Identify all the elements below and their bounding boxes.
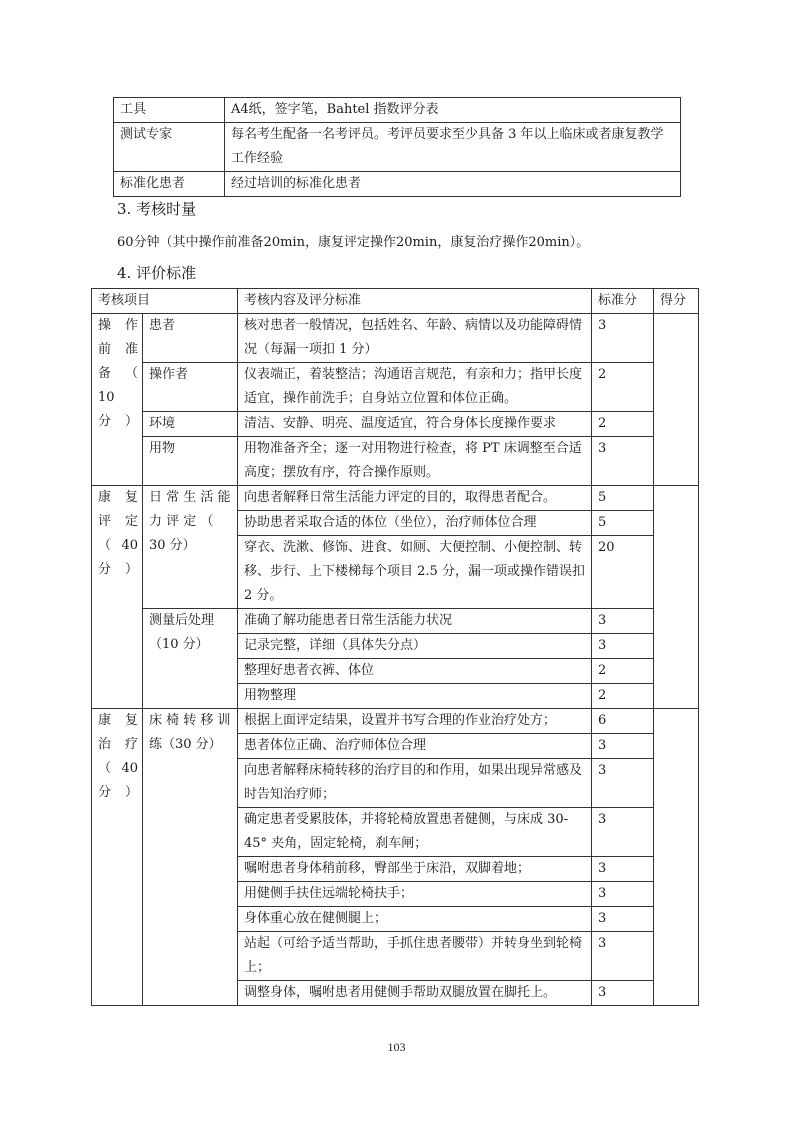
group-name: 用物 <box>143 437 238 486</box>
standard-points: 3 <box>592 907 654 932</box>
table-row <box>92 486 699 511</box>
table-row <box>114 98 681 123</box>
criteria-content: 核对患者一般情况，包括姓名、年龄、病情以及功能障碍情况（每漏一项扣 1 分） <box>238 314 592 363</box>
table-row <box>92 314 699 363</box>
standard-points: 3 <box>592 314 654 363</box>
table-row <box>114 123 681 172</box>
page-number: 103 <box>387 1040 406 1054</box>
standard-points: 3 <box>592 882 654 907</box>
header-score: 得分 <box>654 289 699 314</box>
standard-points: 3 <box>592 437 654 486</box>
header-content: 考核内容及评分标准 <box>238 289 592 314</box>
criteria-content: 确定患者受累肢体，并将轮椅放置患者健侧，与床成 30-45° 夹角，固定轮椅，刹车闸； <box>238 808 592 857</box>
standard-points: 3 <box>592 634 654 659</box>
table-row <box>92 609 699 634</box>
expert-value: 每名考生配备一名考评员。考评员要求至少具备 3 年以上临床或者康复教学工作经验 <box>225 123 681 172</box>
standard-points: 2 <box>592 412 654 437</box>
group-name: 测量后处理 （10 分） <box>143 609 238 709</box>
expert-label: 测试专家 <box>114 123 225 172</box>
standard-points: 3 <box>592 734 654 759</box>
criteria-content: 向患者解释床椅转移的治疗目的和作用，如果出现异常感及时告知治疗师； <box>238 759 592 808</box>
criteria-content: 站起（可给予适当帮助，手抓住患者腰带）并转身坐到轮椅上； <box>238 932 592 981</box>
section-name: 康 复 评定 （ 40 分） <box>92 486 143 709</box>
table-header-row <box>92 289 699 314</box>
table-row <box>114 172 681 197</box>
criteria-content: 调整身体，嘱咐患者用健侧手帮助双腿放置在脚托上。 <box>238 981 592 1006</box>
score-cell[interactable] <box>654 709 699 1006</box>
group-name: 操作者 <box>143 363 238 412</box>
group-name: 患者 <box>143 314 238 363</box>
criteria-content: 仪表端正，着装整洁；沟通语言规范，有亲和力；指甲长度适宜，操作前洗手；自身站立位置和体位正确。 <box>238 363 592 412</box>
tools-table <box>113 97 681 197</box>
standard-points: 3 <box>592 609 654 634</box>
section-name: 操 作 前 准 备 （ 10 分） <box>92 314 143 486</box>
score-cell[interactable] <box>654 486 699 709</box>
standard-points: 6 <box>592 709 654 734</box>
criteria-content: 清洁、安静、明亮、温度适宜，符合身体长度操作要求 <box>238 412 592 437</box>
group-name: 环境 <box>143 412 238 437</box>
standard-points: 2 <box>592 363 654 412</box>
section-heading-criteria: 4. 评价标准 <box>117 264 197 282</box>
duration-text: 60分钟（其中操作前准备20min，康复评定操作20min，康复治疗操作20min）。 <box>117 235 590 250</box>
criteria-content: 根据上面评定结果，设置并书写合理的作业治疗处方； <box>238 709 592 734</box>
criteria-content: 准确了解功能患者日常生活能力状况 <box>238 609 592 634</box>
table-row <box>92 363 699 412</box>
standard-points: 2 <box>592 684 654 709</box>
criteria-content: 协助患者采取合适的体位（坐位），治疗师体位合理 <box>238 511 592 536</box>
criteria-content: 用物准备齐全；逐一对用物进行检查，将 PT 床调整至合适高度；摆放有序，符合操作原则。 <box>238 437 592 486</box>
standard-points: 5 <box>592 511 654 536</box>
patient-label: 标准化患者 <box>114 172 225 197</box>
table-row <box>92 412 699 437</box>
standard-points: 20 <box>592 536 654 609</box>
standard-points: 3 <box>592 808 654 857</box>
criteria-content: 向患者解释日常生活能力评定的目的，取得患者配合。 <box>238 486 592 511</box>
criteria-content: 记录完整，详细（具体失分点） <box>238 634 592 659</box>
criteria-content: 整理好患者衣裤、体位 <box>238 659 592 684</box>
standard-points: 3 <box>592 857 654 882</box>
table-row <box>92 709 699 734</box>
criteria-content: 用物整理 <box>238 684 592 709</box>
criteria-content: 穿衣、洗漱、修饰、进食、如厕、大便控制、小便控制、转移、步行、上下楼梯每个项目 2.5 分，漏一项或操作错误扣 2 分。 <box>238 536 592 609</box>
group-name: 日 常 生 活 能 力 评 定 （ 30 分） <box>143 486 238 609</box>
table-row <box>92 437 699 486</box>
standard-points: 3 <box>592 981 654 1006</box>
header-item: 考核项目 <box>92 289 238 314</box>
section-name: 康 复 治疗 （ 40 分） <box>92 709 143 1006</box>
criteria-content: 嘱咐患者身体稍前移，臀部坐于床沿，双脚着地； <box>238 857 592 882</box>
standard-points: 3 <box>592 932 654 981</box>
criteria-content: 患者体位正确、治疗师体位合理 <box>238 734 592 759</box>
standard-points: 3 <box>592 759 654 808</box>
header-standard: 标准分 <box>592 289 654 314</box>
criteria-content: 用健侧手扶住远端轮椅扶手； <box>238 882 592 907</box>
standard-points: 2 <box>592 659 654 684</box>
score-cell[interactable] <box>654 314 699 486</box>
tools-label: 工具 <box>114 98 225 123</box>
standard-points: 5 <box>592 486 654 511</box>
group-name: 床 椅 转 移 训 练（30 分） <box>143 709 238 1006</box>
tools-value: A4纸，签字笔，Bahtel 指数评分表 <box>225 98 681 123</box>
patient-value: 经过培训的标准化患者 <box>225 172 681 197</box>
evaluation-table <box>91 288 699 1006</box>
criteria-content: 身体重心放在健侧腿上； <box>238 907 592 932</box>
section-heading-duration: 3. 考核时量 <box>117 200 197 218</box>
